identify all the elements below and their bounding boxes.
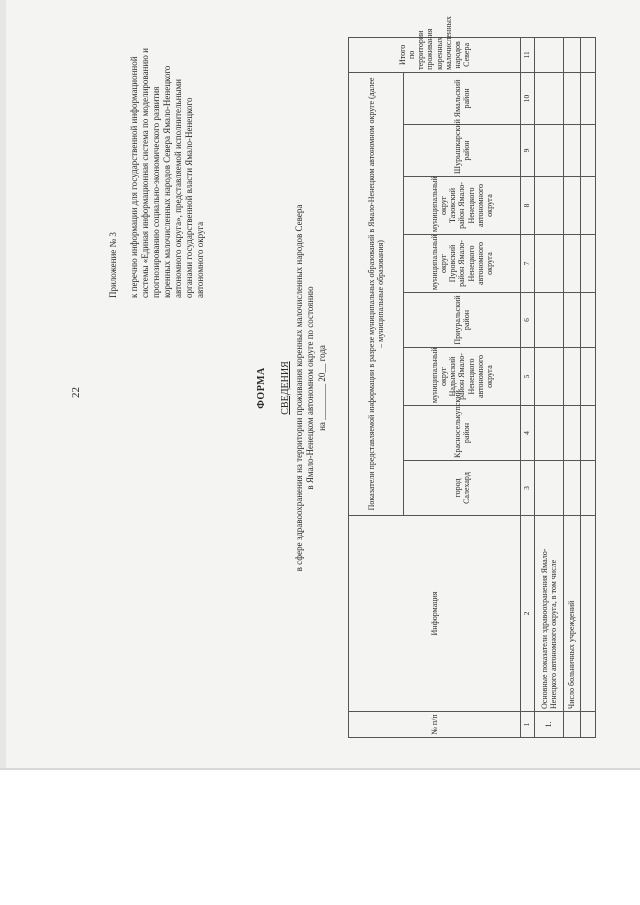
table-cell (581, 712, 596, 738)
table-cell (581, 461, 596, 516)
table-cell (581, 406, 596, 461)
header-municipality: Красноселькупский район (404, 406, 521, 461)
table-cell (564, 406, 581, 461)
header-municipality: муниципальный округ Пуровский район Ямало-Ненецкого автономного округа (404, 235, 521, 293)
header-municipality: Ямальский район (404, 72, 521, 124)
row-num (564, 712, 581, 738)
table-cell (535, 37, 564, 72)
table-cell (535, 72, 564, 124)
table-cell (581, 348, 596, 406)
table-cell (564, 125, 581, 177)
header-num: № п/п (349, 712, 521, 738)
table-cell (581, 235, 596, 293)
header-municipal-group: Показатели представляемой информации в разрезе муниципальных образований в Ямало-Ненецком автономном округе (далее – муниципальные образования) (349, 72, 404, 515)
table-cell (535, 235, 564, 293)
annex-title: Приложение № 3 (108, 232, 118, 298)
column-number: 6 (521, 293, 535, 348)
column-number: 5 (521, 348, 535, 406)
scan-edge (0, 0, 6, 768)
column-number-row (521, 37, 535, 737)
table-cell (581, 72, 596, 124)
table-cell (564, 177, 581, 235)
table-cell (581, 125, 596, 177)
table-cell (581, 37, 596, 72)
header-municipality: муниципальный округ Надымский район Ямало-Ненецкого автономного округа (404, 348, 521, 406)
table-row (581, 37, 596, 737)
table-cell (564, 293, 581, 348)
table-cell (535, 177, 564, 235)
table-cell (564, 37, 581, 72)
column-number: 9 (521, 125, 535, 177)
header-municipality: город Салехард (404, 461, 521, 516)
column-number: 1 (521, 712, 535, 738)
header-municipality: Шурышкарский район (404, 125, 521, 177)
annex-block (108, 48, 206, 298)
header-municipality: муниципальный округ Тазовский район Ямало-Ненецкого автономного округа (404, 177, 521, 235)
table-cell (535, 125, 564, 177)
row-info: Основные показатели здравоохранения Ямало-Ненецкого автономного округа, в том числе (535, 516, 564, 712)
page-number: 22 (70, 387, 82, 398)
table-cell (581, 516, 596, 712)
subtitle-line-2: в Ямало-Ненецком автономном округе по состоянию (305, 286, 316, 490)
table-cell (535, 461, 564, 516)
table-row (564, 37, 581, 737)
column-number: 3 (521, 461, 535, 516)
column-number: 4 (521, 406, 535, 461)
table-cell (564, 72, 581, 124)
data-table (348, 16, 596, 738)
row-info: Число больничных учреждений (564, 516, 581, 712)
column-number: 11 (521, 37, 535, 72)
table-cell (581, 177, 596, 235)
document-heading: СВЕДЕНИЯ (280, 361, 291, 415)
header-municipality: Приуральский район (404, 293, 521, 348)
form-title: ФОРМА (256, 367, 267, 409)
rotated-page-content (18, 18, 618, 758)
table-cell (535, 293, 564, 348)
column-number: 10 (521, 72, 535, 124)
row-num: 1. (535, 712, 564, 738)
subtitle-line-3: на ________ 20__ года (316, 345, 327, 431)
header-row-1 (349, 37, 404, 737)
header-total: Итого по территории проживания коренных малочисленных народов Севера (349, 37, 521, 72)
table-cell (535, 406, 564, 461)
table-cell (564, 348, 581, 406)
table-cell (564, 461, 581, 516)
table-cell (535, 348, 564, 406)
column-number: 8 (521, 177, 535, 235)
table-cell (564, 235, 581, 293)
table-cell (581, 293, 596, 348)
table-row (535, 37, 564, 737)
column-number: 7 (521, 235, 535, 293)
document-subtitle (294, 18, 328, 758)
header-info: Информация (349, 516, 521, 712)
subtitle-line-1: в сфере здравоохранения на территории проживания коренных малочисленных народов Севера (294, 204, 304, 572)
column-number: 2 (521, 516, 535, 712)
annex-text: к перечню информации для государственной информационной системы «Единая информационная система по моделированию и прогнозированию социально-экономического развития коренных малочисленных народов Севера Ямало-Ненецкого автономного округа», представляемой исполнительными органами государственной власти Ямало-Ненецкого автономного округа (128, 48, 205, 298)
